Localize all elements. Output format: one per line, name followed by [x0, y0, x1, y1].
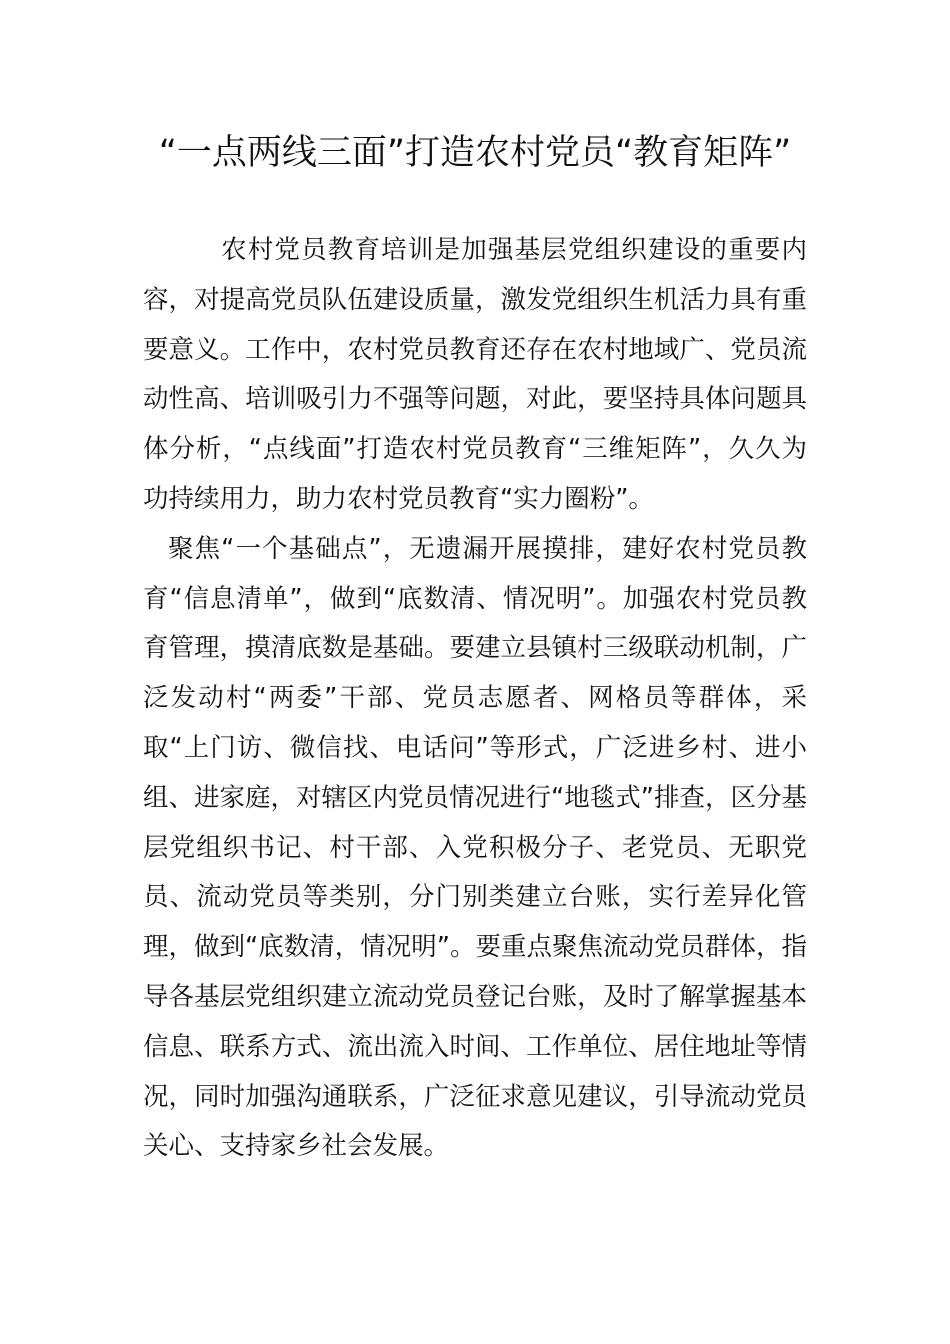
section-paragraph-basic-point: 聚焦“一个基础点”，无遗漏开展摸排，建好农村党员教育“信息清单”，做到“底数清、情况明”。加强农村党员教育管理，摸清底数是基础。要建立县镇村三级联动机制，广泛发动村“两委”干部、党员志愿者、网格员等群体，采取“上门访、微信找、电话问”等形式，广泛进乡村、进小组、进家庭，对辖区内党员情况进行“地毯式”排查，区分基层党组织书记、村干部、入党积极分子、老党员、无职党员、流动党员等类别，分门别类建立台账，实行差异化管理，做到“底数清，情况明”。要重点聚焦流动党员群体，指导各基层党组织建立流动党员登记台账，及时了解掌握基本信息、联系方式、流出流入时间、工作单位、居住地址等情况，同时加强沟通联系，广泛征求意见建议，引导流动党员关心、支持家乡社会发展。 — [143, 533, 807, 1162]
intro-paragraph: 农村党员教育培训是加强基层党组织建设的重要内容，对提高党员队伍建设质量，激发党组织生机活力具有重要意义。工作中，农村党员教育还存在农村地域广、党员流动性高、培训吸引力不强等问题，对此，要坚持具体问题具体分析，“点线面”打造农村党员教育“三维矩阵”，久久为功持续用力，助力农村党员教育“实力圈粉”。 — [143, 235, 807, 514]
document-title: “一点两线三面”打造农村党员“教育矩阵” — [158, 133, 792, 173]
document-body — [143, 226, 807, 1172]
